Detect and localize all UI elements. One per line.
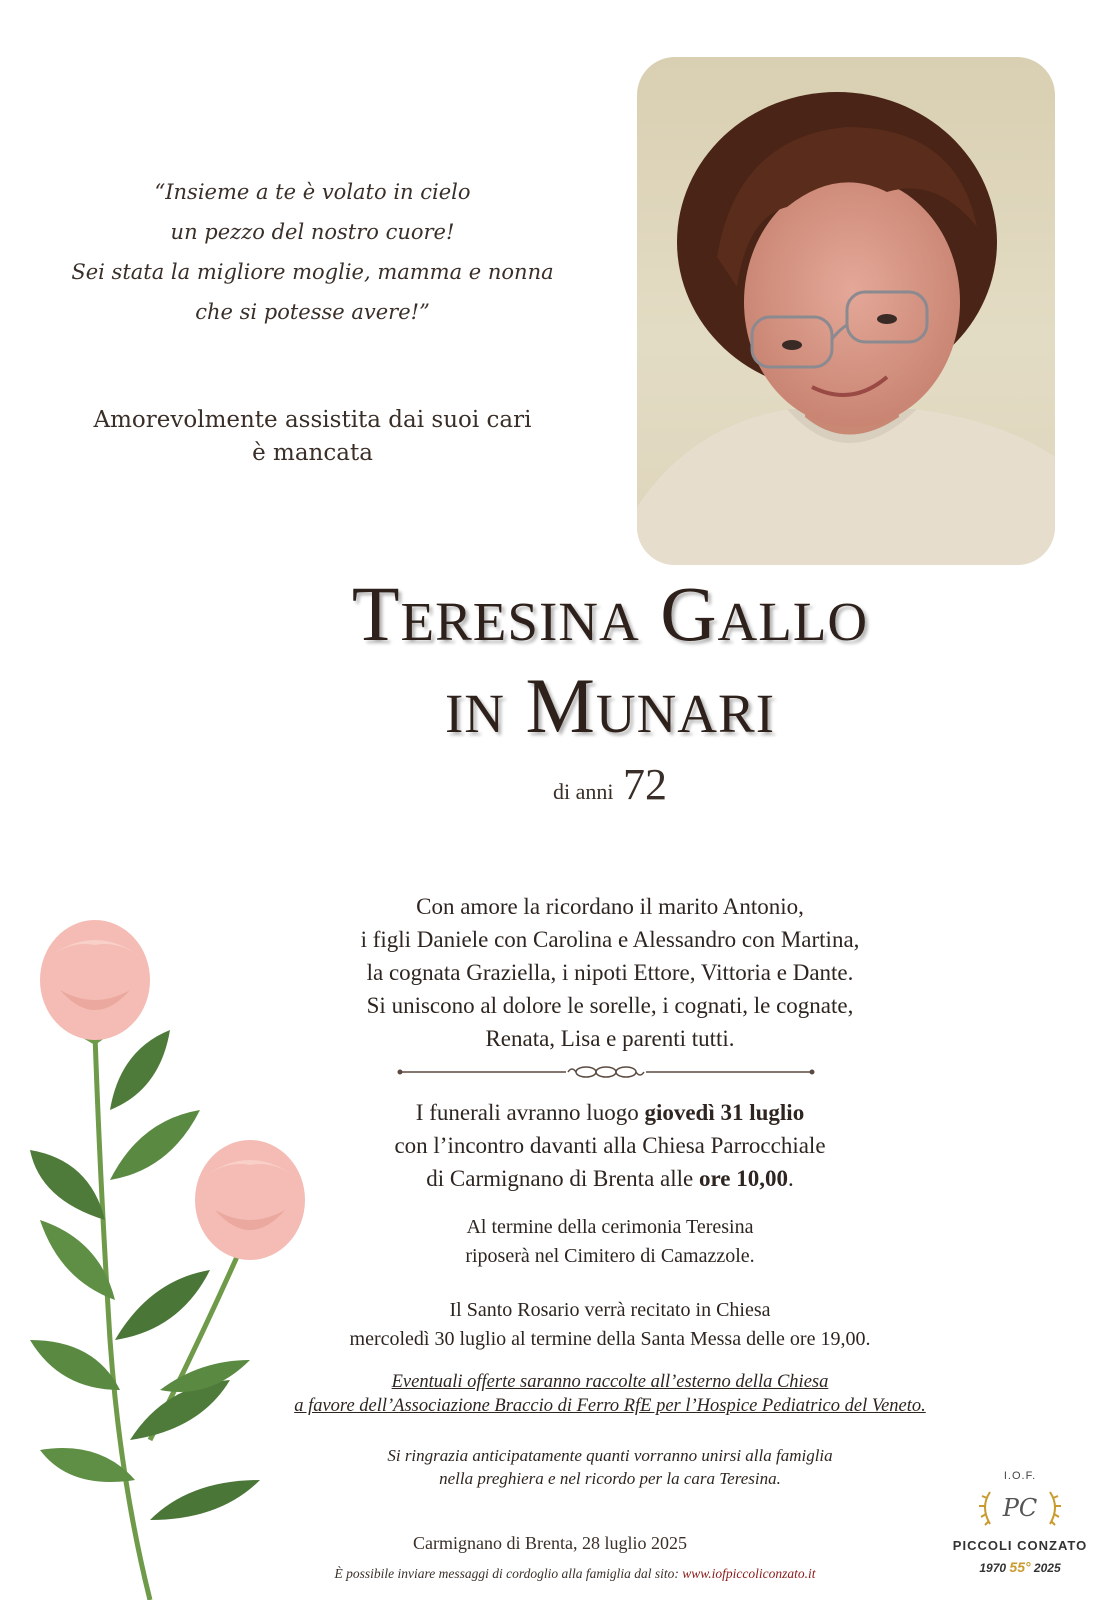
quote-line: “Insieme a te è volato in cielo <box>154 180 471 204</box>
roses-illustration <box>0 920 340 1600</box>
family-line: la cognata Graziella, i nipoti Ettore, Vittoria e Dante. <box>366 960 854 985</box>
funeral-text: di Carmignano di Brenta alle <box>426 1166 694 1191</box>
age-prefix: di anni <box>553 779 614 804</box>
burial-line: Al termine della cerimonia Teresina <box>466 1216 754 1238</box>
burial-line: riposerà nel Cimitero di Camazzole. <box>465 1245 755 1267</box>
portrait-photo <box>637 57 1055 565</box>
website-link[interactable]: www.iofpiccoliconzato.it <box>682 1566 816 1581</box>
donations-line: Eventuali offerte saranno raccolte all’esterno della Chiesa <box>391 1372 829 1392</box>
rosary-line: Il Santo Rosario verrà recitato in Chiesa <box>449 1299 771 1321</box>
laurel-logo-icon <box>975 1482 1065 1532</box>
married-name: in Munari <box>444 662 776 749</box>
logo-iof: I.O.F. <box>1003 1470 1037 1482</box>
footer-note <box>270 1566 880 1582</box>
family-line: i figli Daniele con Carolina e Alessandro con Martina, <box>360 927 860 952</box>
family-line: Con amore la ricordano il marito Antonio, <box>416 894 804 919</box>
intro-line: Amorevolmente assistita dai suoi cari <box>93 407 532 433</box>
portrait-illustration <box>637 57 1055 565</box>
logo-anniversary: 55° <box>1009 1559 1031 1575</box>
thanks-line: nella preghiera e nel ricordo per la cara Teresina. <box>439 1469 781 1488</box>
logo-year-start: 1970 <box>979 1561 1007 1575</box>
logo-years <box>935 1559 1105 1575</box>
thanks-line: Si ringrazia anticipatamente quanti vorranno unirsi alla famiglia <box>387 1446 833 1465</box>
quote-line: Sei stata la migliore moglie, mamma e nonna <box>71 260 554 284</box>
intro-line: è mancata <box>252 440 373 466</box>
deceased-name: Teresina Gallo <box>351 570 869 657</box>
funeral-home-logo <box>935 1470 1105 1575</box>
deceased-name-block <box>150 570 1070 810</box>
donations-line: a favore dell’Associazione Braccio di Ferro RfE per l’Hospice Pediatrico del Veneto. <box>294 1396 926 1416</box>
quote-line: un pezzo del nostro cuore! <box>170 220 455 244</box>
funeral-text: I funerali avranno luogo <box>415 1100 639 1125</box>
footer-text: È possibile inviare messaggi di cordoglio alla famiglia dal sito: <box>334 1566 679 1581</box>
rosary-line: mercoledì 30 luglio al termine della Santa Messa delle ore 19,00. <box>349 1328 871 1350</box>
family-line: Si uniscono al dolore le sorelle, i cognati, le cognate, <box>366 993 854 1018</box>
family-line: Renata, Lisa e parenti tutti. <box>485 1026 735 1051</box>
funeral-date: giovedì 31 luglio <box>644 1100 805 1125</box>
funeral-line-2: con l’incontro davanti alla Chiesa Parrocchiale <box>394 1133 826 1158</box>
age-value: 72 <box>623 760 667 809</box>
memorial-quote <box>40 172 585 332</box>
place-date: Carmignano di Brenta, 28 luglio 2025 <box>413 1533 687 1553</box>
quote-line: che si potesse avere!” <box>195 300 430 324</box>
logo-monogram: PC <box>1002 1494 1038 1522</box>
age-row <box>150 759 1070 810</box>
funeral-time: ore 10,00 <box>698 1166 788 1191</box>
ornament-divider-icon <box>396 1064 816 1084</box>
logo-name: PICCOLI CONZATO <box>952 1538 1088 1553</box>
funeral-text: . <box>788 1166 794 1191</box>
logo-year-end: 2025 <box>1033 1561 1061 1575</box>
intro-text <box>40 404 585 470</box>
